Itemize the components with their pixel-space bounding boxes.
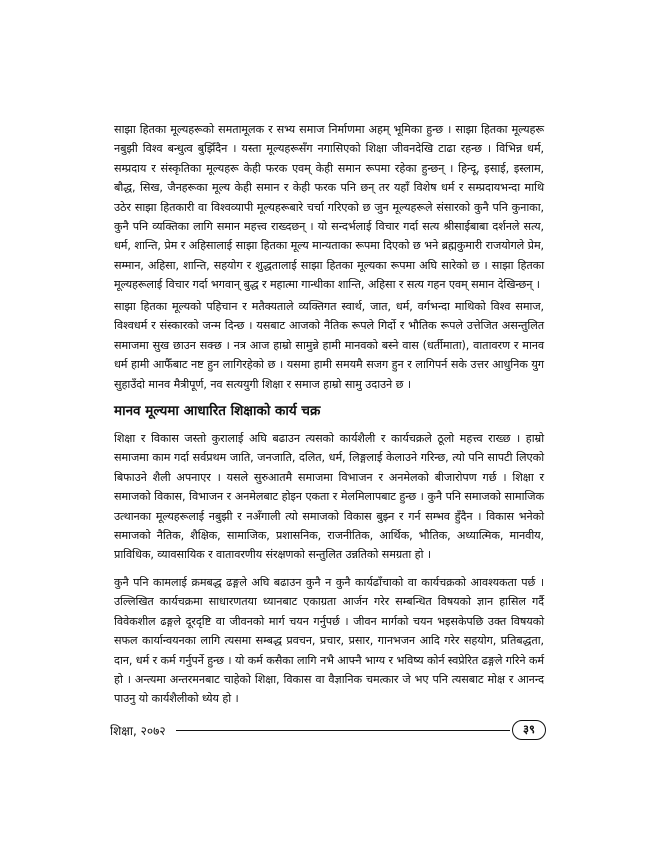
page-footer <box>110 720 550 744</box>
section-heading: मानव मूल्यमा आधारित शिक्षाको कार्य चक्र <box>114 403 321 419</box>
page-number-badge <box>512 720 546 740</box>
footer-rule <box>176 730 510 731</box>
paragraph-work-cycle: कुनै पनि कामलाई क्रमबद्ध ढङ्गले अघि बढाउन कुनै न कुनै कार्यढाँचाको वा कार्यचक्रको आवश्यकता पर्छ । उल्लिखित कार्यचक्रमा साधारणतया ध्यानबाट एकाग्रता आर्जन गरेर सम्बन्धित विषयको ज्ञान हासिल गर्दै विवेकशील ढङ्गले दूरदृष्टि वा जीवनको मार्ग चयन गर्नुपर्छ । जीवन मार्गको चयन भइसकेपछि उक्त विषयको सफल कार्यान्वयनका लागि त्यसमा सम्बद्ध प्रवचन, प्रचार, प्रसार, गानभजन आदि गरेर सहयोग, प्रतिबद्धता, दान, धर्म र कर्म गर्नुपर्ने हुन्छ । यो कर्म कसैका लागि नभै आफ्नै भाग्य र भविष्य कोर्न स्वप्रेरित ढङ्गले गरिने कर्म हो । अन्त्यमा अन्तरमनबाट चाहेको शिक्षा, विकास वा वैज्ञानिक चमत्कार जे भए पनि त्यसबाट मोक्ष र आनन्द पाउनु यो कार्यशैलीको ध्येय हो । <box>114 576 544 706</box>
publication-label: शिक्षा, २०७२ <box>110 724 166 738</box>
paragraph-universal-society: साझा हितका मूल्यको पहिचान र मतैक्यताले व्यक्तिगत स्वार्थ, जात, धर्म, वर्गभन्दा माथिको विश्व समाज, विश्वधर्म र संस्कारको जन्म दिन्छ । यसबाट आजको नैतिक रूपले गिर्दो र भौतिक रूपले उत्तेजित असन्तुलित समाजमा सुख छाउन सक्छ । नत्र आज हाम्रो सामुन्ने हामी मानवको बस्ने वास (धर्तीमाता), वातावरण र मानव धर्म हामी आफैँबाट नष्ट हुन लागिरहेको छ । यसमा हामी समयमै सजग हुन र लागिपर्न सके उत्तर आधुनिक युग सुहाउँदो मानव मैत्रीपूर्ण, नव सत्ययुगी शिक्षा र समाज हाम्रो सामु उदाउने छ । <box>114 300 544 391</box>
paragraph-shared-values: साझा हितका मूल्यहरूको समतामूलक र सभ्य समाज निर्माणमा अहम् भूमिका हुन्छ । साझा हितका मूल्यहरू नबुझी विश्व बन्धुत्व बुझिँदैन । यस्ता मूल्यहरूसँग नगासिएको शिक्षा जीवनदेखि टाढा रहन्छ । विभिन्न धर्म, सम्प्रदाय र संस्कृतिका मूल्यहरू केही फरक एवम् केही समान रूपमा रहेका हुन्छन् । हिन्दू, इसाई, इस्लाम, बौद्ध, सिख, जैनहरूका मूल्य केही समान र केही फरक पनि छन् तर यहाँ विशेष धर्म र सम्प्रदायभन्दा माथि उठेर साझा हितकारी वा विश्वव्यापी मूल्यहरूबारे चर्चा गरिएको छ जुन मूल्यहरूले संसारको कुनै पनि कुनाका, कुनै पनि व्यक्तिका लागि समान महत्त्व राख्दछन् । यो सन्दर्भलाई विचार गर्दा सत्य श्रीसाईबाबा दर्शनले सत्य, धर्म, शान्ति, प्रेम र अहिसालाई साझा हितका मूल्य मान्यताका रूपमा दिएको छ भने ब्रह्मकुमारी राजयोगले प्रेम, सम्मान, अहिसा, शान्ति, सहयोग र शुद्धतालाई साझा हितका मूल्यका रूपमा अघि सारेको छ । साझा हितका मूल्यहरूलाई विचार गर्दा भगवान् बुद्ध र महात्मा गान्धीका शान्ति, अहिसा र सत्य गहन एवम् समान देखिन्छन् । <box>114 123 544 292</box>
page-number: ३९ <box>523 722 535 736</box>
paragraph-education-development: शिक्षा र विकास जस्तो कुरालाई अघि बढाउन त्यसको कार्यशैली र कार्यचक्रले ठूलो महत्त्व राख्छ । हाम्रो समाजमा काम गर्दा सर्वप्रथम जाति, जनजाति, दलित, धर्म, लिङ्गलाई केलाउने गरिन्छ, त्यो पनि सापटी लिएको बिफाउने शैली अपनाएर । यसले सुरुआतमै समाजमा विभाजन र अनमेलको बीजारोपण गर्छ । शिक्षा र समाजको विकास, विभाजन र अनमेलबाट होइन एकता र मेलमिलापबाट हुन्छ । कुनै पनि समाजको सामाजिक उत्थानका मूल्यहरूलाई नबुझी र नअँगाली त्यो समाजको विकास बुझ्न र गर्न सम्भव हुँदैन । विकास भनेको समाजको नैतिक, शैक्षिक, सामाजिक, प्रशासनिक, राजनीतिक, आर्थिक, भौतिक, अध्यात्मिक, मानवीय, प्राविधिक, व्यावसायिक र वातावरणीय संरक्षणको सन्तुलित उन्नतिको समग्रता हो । <box>114 432 544 562</box>
